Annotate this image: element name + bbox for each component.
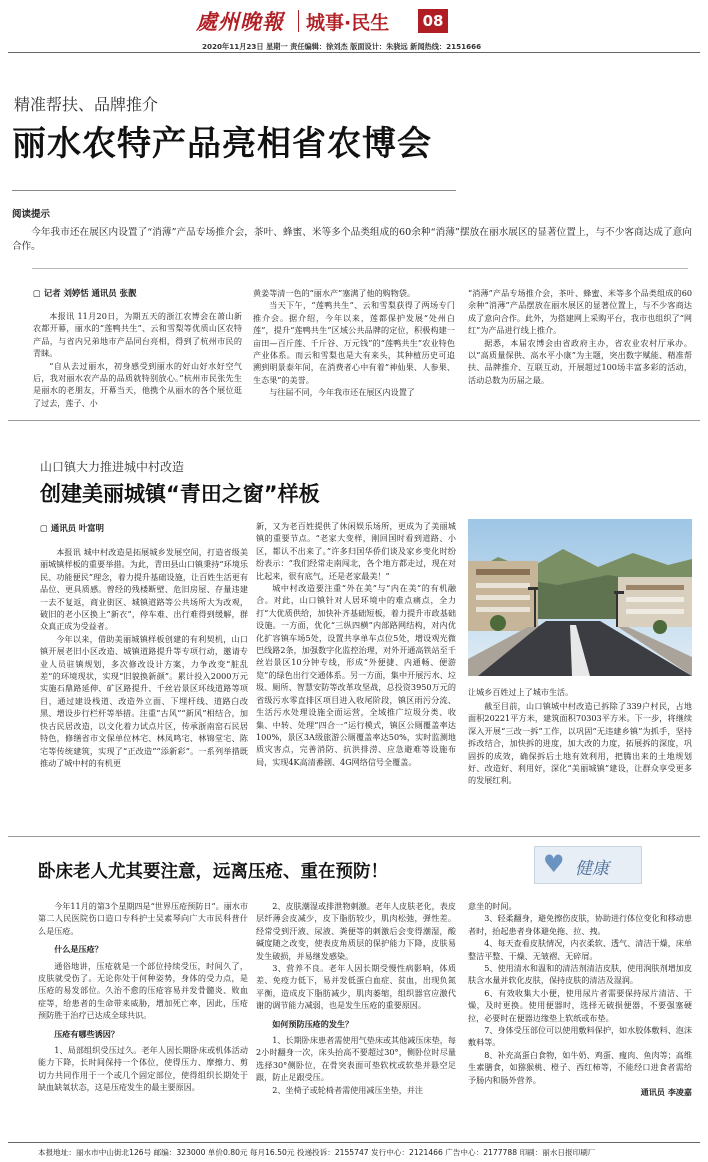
paragraph: 城中村改造要注重“外在美”与“内在美”的有机融合。对此，山口镇针对人居环境中的难点痛点，全力打“大优质供给，加快补齐基础短板，着力提升市政基础设施。一方面，优化“三纵四横”内部路网结构，对内优化扩容镇车场5处，设置共享单车点位5处，增设观光微巴线路2条，加强数字化监控治理，对外开通高铁站至千丝岩景区10分钟专线，形成“外便捷、内通畅、便游览”的绿色出行交通体系。另一方面，集中开展污水、垃圾、厕所、智慧安防等改革攻坚战，总投资3950万元的省级污水零直排区项目进入收尾阶段，镇区雨污分流、生活污水处理设施全面运营，全域推广垃圾分类、收集、中转、处理“四合一”运行模式，镇区公厕覆盖率达100%，景区3A级旅游公厕覆盖率达50%，实时监测地质灾害点，完善消防、抗洪排涝、应急避难等设施布局，实现4K高清番剧、4G网络信号全覆盖。 <box>256 583 456 767</box>
article1-byline: ▢ 记者 刘婷恬 通讯员 张靓 <box>33 288 137 298</box>
article2-col2 <box>256 520 456 768</box>
masthead-rule <box>8 52 700 53</box>
paragraph: 据悉，本届农博会由省政府主办，省农业农村厅承办。以“高质量保供、高水平小康”为主题，突出数字赋能、精准帮扶、品牌推介、互联互动，开展超过100场丰富多彩的活动，活动总数为历届之最。 <box>468 337 692 385</box>
article1-title-rule <box>12 190 456 191</box>
paragraph: “自从去过丽水，初身感受到丽水的好山好水好空气后，我对丽水农产品的品质就特别放心。”杭州市民张先生是丽水的老朋友，开幕当天，他携个从丽水的各个展位逛了过去，莲子、小 <box>33 360 242 408</box>
paragraph: 6、有效收集大小便，使用尿片者需要保持尿片清洁、干燥，及时更换。使用便器时，选择无破损便器，不要强塞硬拉，必要时在便器边缘垫上软纸或布垫。 <box>468 987 692 1023</box>
article1-summary-rule <box>32 268 688 269</box>
section-name: 城事·民生 <box>306 12 390 34</box>
masthead-divider <box>298 10 299 32</box>
subhead: 什么是压疮？ <box>54 944 103 955</box>
paragraph: 截至目前，山口镇城中村改造已拆除了339户村民，占地面积20221平方米，建筑面积70303平方米。下一步，将继续深入开展“三改一拆”工作，以巩固“无违建乡镇”为抓手，坚持拆改结合，加快拆的进度，加大改的力度，拓展拆的深度，巩固拆的成效，确保拆后土地有效利用，把腾出来的土地规划好、改造好、利用好，深化“美丽城镇”建设，让群众享受更多的发展红利。 <box>468 701 692 786</box>
article2-kicker: 山口镇大力推进城中村改造 <box>40 460 185 474</box>
section-rule <box>8 420 700 421</box>
section-rule <box>8 836 700 837</box>
paragraph: 意坐的时间。 <box>468 901 517 911</box>
paragraph: 与往届不同，今年我市还在展区内设置了 <box>269 387 415 398</box>
paragraph: 3、轻柔翻身，避免擦伤皮肤，协助进行体位变化和移动患者时，抬起患者身体避免拖、拉、拽。 <box>468 913 692 936</box>
article1-title: 丽水农特产品亮相省农博会 <box>12 124 432 164</box>
street-photo <box>468 519 692 676</box>
paragraph: 本报讯 11月20日，为期五天的浙江农博会在萧山新农都开幕，丽水的“莲鸭共生”、云和雪梨等优质山区农特产品，与省内兄弟地市产品同台亮相，得到了杭州市民的青睐。 <box>33 311 242 359</box>
article2-col3 <box>468 700 692 787</box>
article2-col1 <box>40 546 248 769</box>
article1-summary <box>12 226 692 254</box>
article1-summary-label: 阅读提示 <box>12 209 51 220</box>
subhead: 压疮有哪些诱因？ <box>54 1028 119 1039</box>
page-number-badge: 08 <box>418 9 448 33</box>
paper-name: 處州晚報 <box>196 9 284 34</box>
paragraph: 8、补充高蛋白食物，如牛奶、鸡蛋、瘦肉、鱼肉等；高维生素膳食，如猕猴桃、橙子、西红柿等，不能经口进食者需给予肠内和肠外营养。 <box>468 1049 692 1085</box>
article3-col3 <box>468 900 692 1099</box>
paragraph: 4、每天查看皮肤情况，内衣柔软、透气、清洁干燥，床单整洁平整、干燥、无皱褶、无碎屑。 <box>468 938 692 961</box>
photo-caption-text: 让城乡百姓过上了城市生活。 <box>468 687 574 697</box>
photo-caption <box>468 686 692 698</box>
article1-col1 <box>33 310 242 409</box>
paragraph: 黄姜等清一色的“丽水产”塞满了他的购物袋。 <box>253 288 416 298</box>
health-logo <box>534 846 642 884</box>
article2-byline: ▢ 通讯员 叶富明 <box>40 523 104 533</box>
article3-col1 <box>38 900 248 1094</box>
paragraph: 2、坐椅子或轮椅者需使用减压坐垫，并注 <box>272 1084 424 1095</box>
paragraph: 1、局部组织受压过久。老年人因长期卧床或机体活动能力下降，长时间保持一个体位，使得压力、摩擦力、剪切力共同作用于一个或几个固定部位，使得组织长期处于缺血缺氧状态，这是压疮发生的最主要原因。 <box>38 1045 248 1093</box>
subhead: 如何预防压疮的发生？ <box>272 1018 354 1029</box>
paragraph: 新，又为老百姓提供了休闲娱乐场所，更成为了美丽城镇的重要节点。“老家大变样，刚回国时看到道路、小区，都认不出来了。”许多归国华侨们谈及家乡变化时纷纷表示：“我们经常走南闯北，各个地方都走过，现在对比起来，很有底气，还是老家最美！” <box>256 521 456 581</box>
article1-col3 <box>468 287 692 386</box>
paragraph: 1、长期卧床患者需使用气垫床或其他减压床垫，每2小时翻身一次，床头抬高不要超过30°，侧卧位时尽量选择30°侧卧位，在骨突表面可垫软枕或软垫并悬空足跟，防止足跟受压。 <box>256 1035 456 1083</box>
health-logo-text: 健康 <box>575 859 609 879</box>
article3-col2 <box>256 900 456 1096</box>
footer-info: 本报地址：丽水市中山街北126号 邮编：323000 单价0.80元 每月16.50元 投递投诉：2155747 发行中心：2121466 广告中心：2177788 印刷：丽水日报印刷厂 <box>38 1148 596 1157</box>
article1-kicker: 精准帮扶、品牌推介 <box>14 95 159 114</box>
masthead-info-line: 2020年11月23日 星期一 责任编辑：徐刘杰 版面设计：朱骁远 新闻热线：2151666 <box>202 42 482 51</box>
article3-byline: 通讯员 李凌嘉 <box>640 1087 692 1098</box>
paragraph: 今年11月的第3个星期四是“世界压疮预防日”。丽水市第二人民医院伤口造口专科护士吴素琴向广大市民科普什么是压疮。 <box>38 901 248 936</box>
paragraph: 7、身体受压部位可以使用敷料保护，如水胶体敷料、泡沫敷料等。 <box>468 1025 692 1048</box>
paragraph: “消薄”产品专场推介会，茶叶、蜂蜜、米等多个品类组成的60余种“消薄”产品摆放在丽水展区的显著位置上，与不少客商达成了意向合作。此外，为搭建网上采购平台，我市也组织了“网红”为产品进行线上推介。 <box>468 288 692 336</box>
masthead <box>196 4 702 40</box>
article1-col2 <box>253 287 455 399</box>
heart-icon: ♥ <box>543 850 565 878</box>
paragraph: 2、皮肤潮湿或排泄物刺激。老年人皮肤老化，表皮层纤薄会皮减少，皮下脂肪较少，肌肉松弛，弹性差。经常受到汗液、尿液、粪便等的刺激后会变得潮湿，酸碱度随之改变，使表皮角质层的保护能力下降，皮肤易发生破损，并易继发感染。 <box>256 901 456 961</box>
paragraph: 今年以来，借助美丽城镇样板创建的有利契机，山口镇开展老旧小区改造、城镇道路提升等专项行动，邀请专业人员驻镇规划，多次修改设计方案，力争改变“脏乱差”的环境现状，实现“旧貌换新颜”。累计投入2000万元实施石鼎路延伸、矿区路提升、千丝岩景区环线道路等项目，通过建设栈道、改造外立面、下埋杆线、道路白改黑、增设步行栏杆等举措。注重“古风”“新风”相结合，加快古民居改造，以文化着力试点片区，传承浙南窑石民居特色，修缮省市文保单位林宅、林凤鸣宅、林锦堂宅、陈宅等传统建筑，实现了“正改造”“添新彩”。一系列举措既推动了城中村的有机更 <box>40 633 248 768</box>
paragraph: 5、使用清水和温和的清洁剂清洁皮肤，使用润肤剂增加皮肤含水量并软化皮肤，保持皮肤的清洁及湿润。 <box>468 963 692 986</box>
article2-title: 创建美丽城镇“青田之窗”样板 <box>40 482 320 506</box>
footer-rule <box>8 1142 700 1143</box>
paragraph: 3、营养不良。老年人因长期受慢性病影响，体质差、免疫力低下，易并发低蛋白血症、贫血，出现负氮平衡，造成皮下脂肪减少，肌肉萎缩，组织器官应激代谢的调节能力减弱，也是发生压疮的重要原因。 <box>256 963 456 1011</box>
paragraph: 本报讯 城中村改造是拓展城乡发展空间，打造省级美丽城镇样板的重要举措。为此，青田县山口镇秉持“环境乐民、功能便民”理念，着力提升基础设施，让百姓生活更有品位、更具质感。曾经的残楼断壁、危旧房屋、存量违建一去不复返，商业街区、城镇道路等公共场所大为改观，破旧的老小区换上“新衣”，停车难、出行难得到缓解，群众真正成为受益者。 <box>40 547 248 632</box>
article3-title: 卧床老人尤其要注意，远离压疮、重在预防！ <box>38 862 388 882</box>
article1-summary-text: 今年我市还在展区内设置了“消薄”产品专场推介会，茶叶、蜂蜜、米等多个品类组成的60余种“消薄”摆放在丽水展区的显著位置上，与不少客商达成了意向合作。 <box>12 227 692 252</box>
paragraph: 当天下午，“莲鸭共生”、云和雪梨获得了两场专门推介会。据介绍，今年以来，莲都保护发展“处州白莲”，提升“莲鸭共生”区域公共品牌的定位，积极构建一亩田—百斤莲、千斤谷、万元钱”的“莲鸭共生”农业特色产业体系。而云和雪梨也是大有来头，其种植历史可追溯到明景泰年间，在消费者心中有着“神仙果、人参果、生态果”的美誉。 <box>253 300 455 385</box>
paragraph: 通俗地讲，压疮就是一个部位持续受压，时间久了，皮肤就受伤了。无论你处于何种姿势，身体的受力点，是压疮的易发部位。久治不愈的压疮容易并发骨髓炎、败血症等，给患者的生命带来威胁，增加死亡率，因此，压疮预防胜于治疗已达成全球共识。 <box>38 960 248 1021</box>
